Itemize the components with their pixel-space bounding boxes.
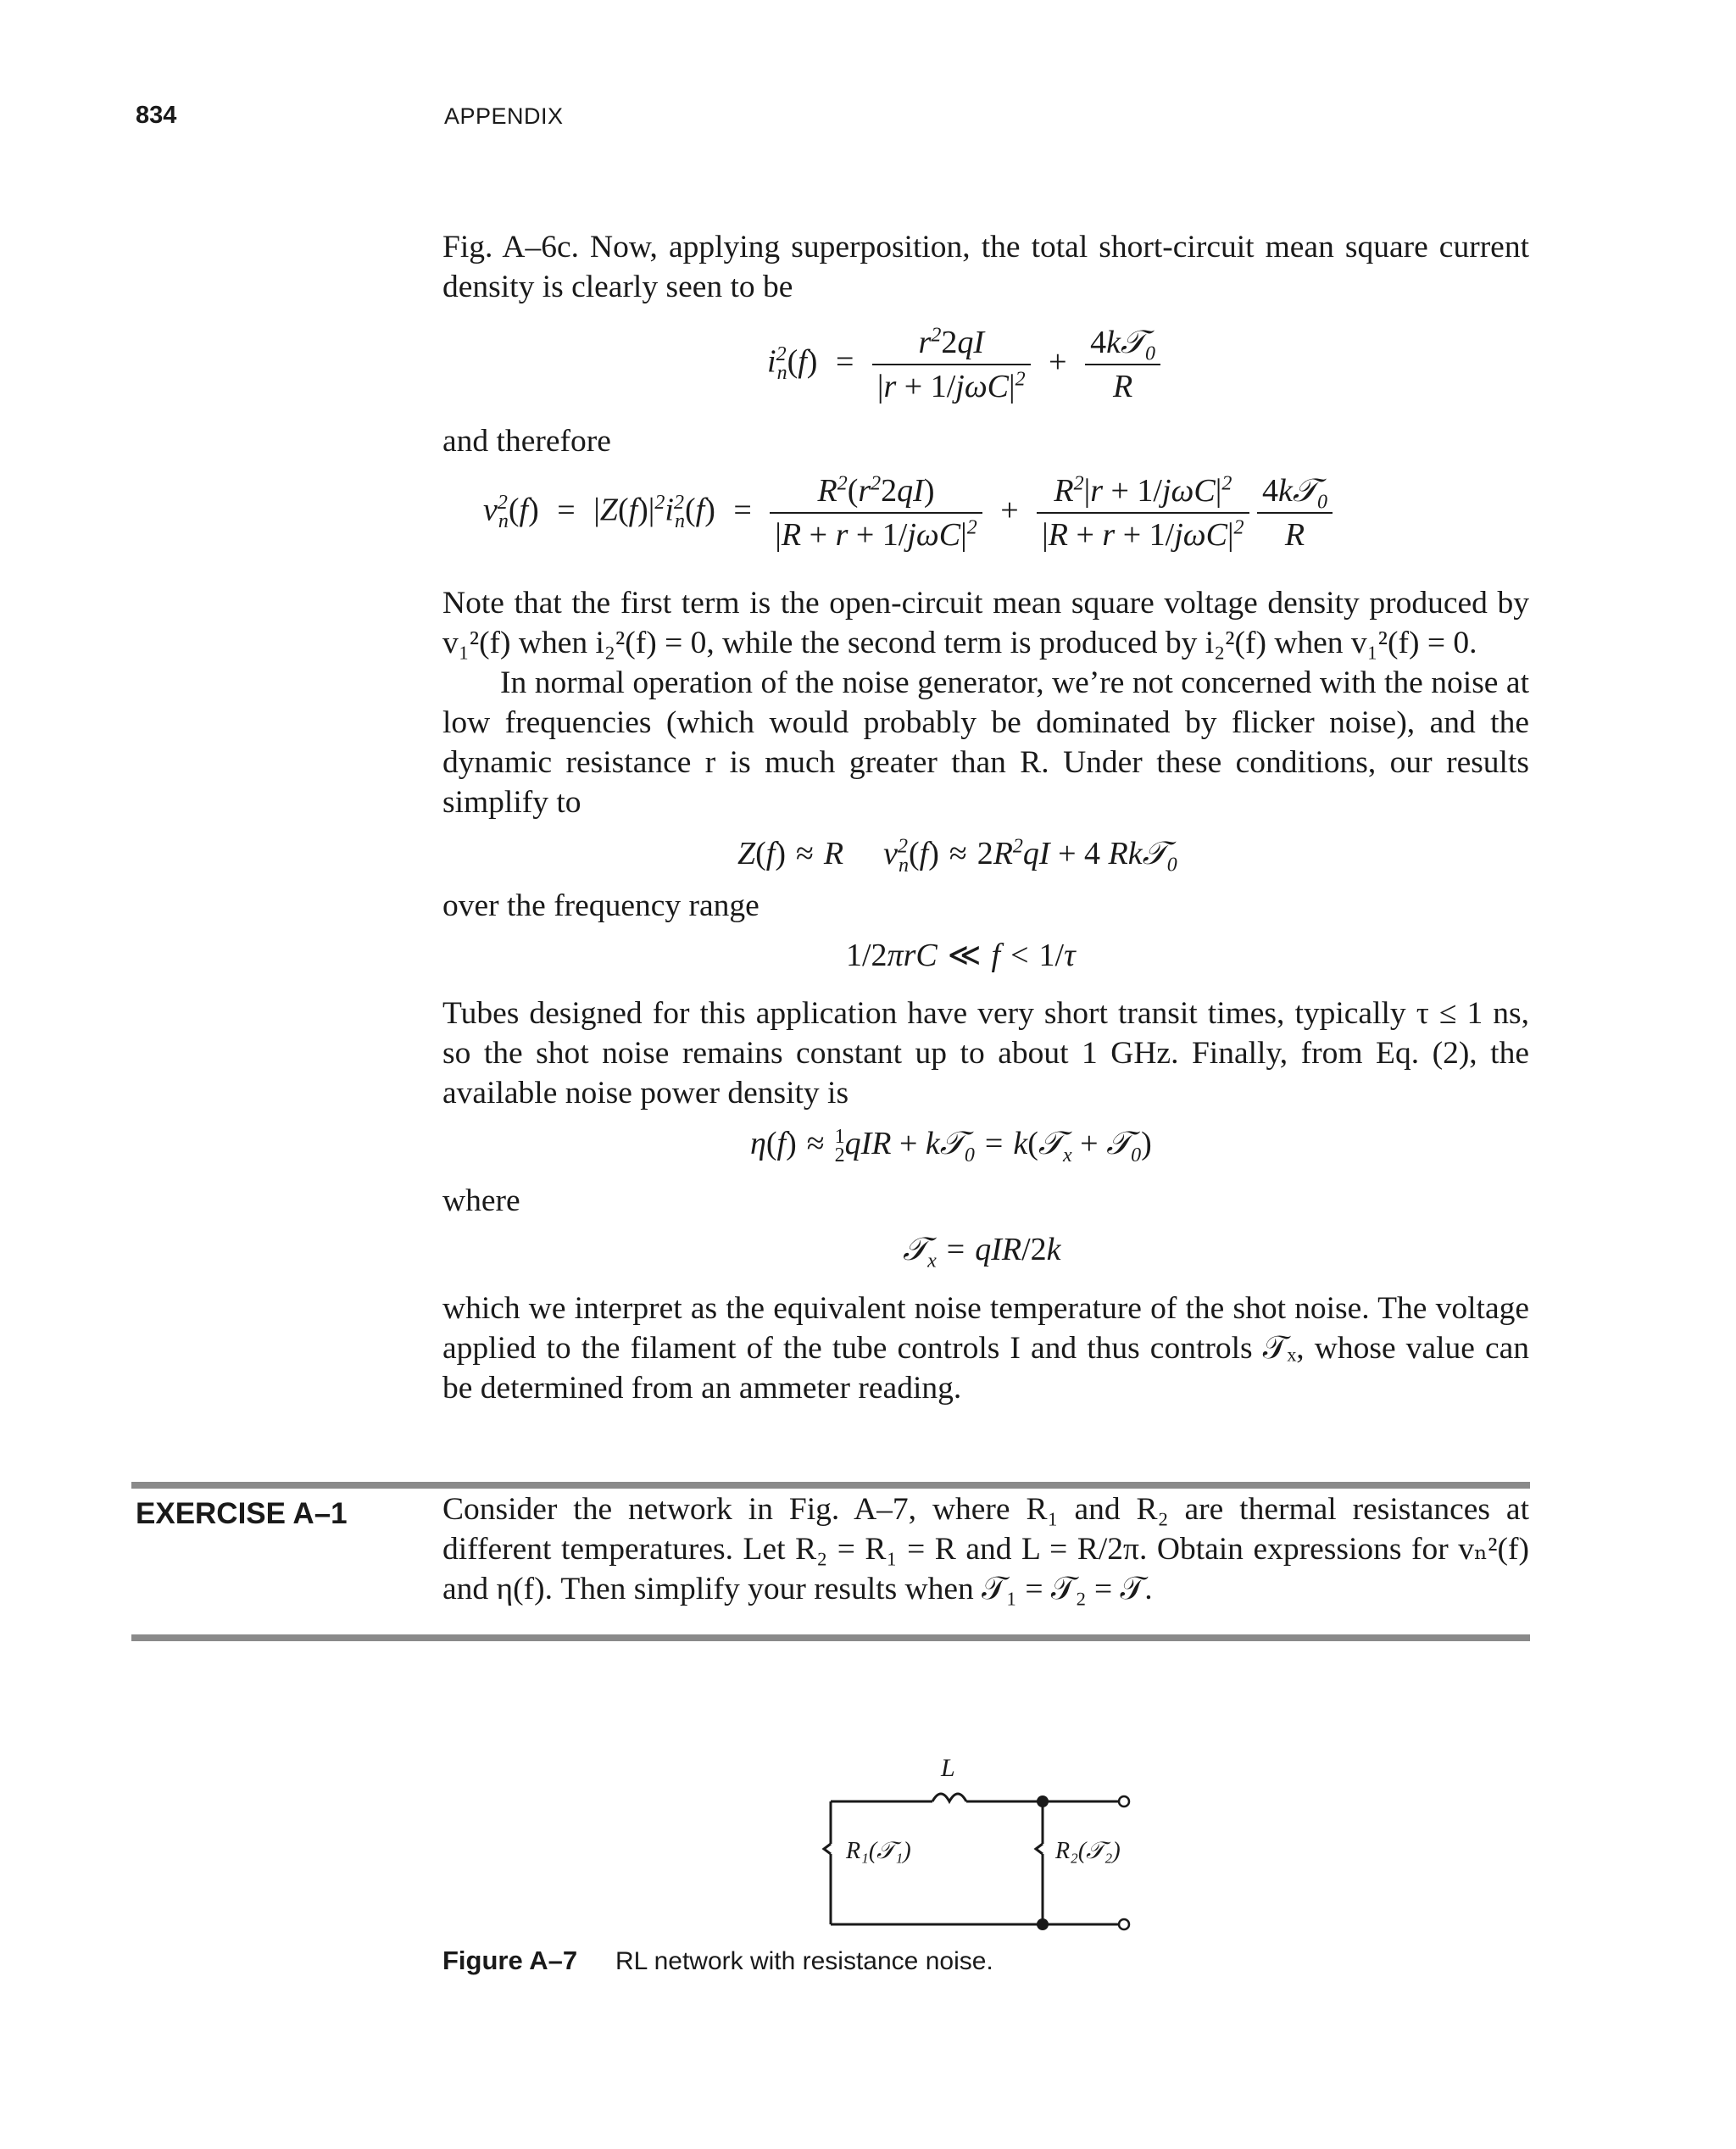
paragraph-note: Note that the first term is the open-circuit mean square voltage density produced by v₁²(f) when i₂²(f) = 0, while the second term is produced by i₂²(f) when v₁²(f) = 0. [442, 586, 1529, 660]
exercise-rule-top [131, 1482, 1530, 1489]
paragraph-interpretation: which we interpret as the equivalent noise temperature of the shot noise. The voltage applied to the filament of the tube controls I and thus controls 𝒯ₓ, whose value can be determined from an ammeter reading. [442, 1291, 1529, 1406]
resistor-r1-label: R₁(𝒯₁) [846, 1838, 911, 1864]
exercise-text: Consider the network in Fig. A–7, where R₁ and R₂ are thermal resistances at different temperatures. Let R₂ = R₁ = R and L = R/2π. Obtain expressions for vₙ²(f) and η(f). Then simplify your results when 𝒯₁ = 𝒯₂ = 𝒯. [442, 1492, 1529, 1606]
paragraph-intro: Fig. A–6c. Now, applying superposition, the total short-circuit mean square current density is clearly seen to be [442, 230, 1529, 304]
inductor-symbol [932, 1794, 966, 1801]
paragraph-tubes: Tubes designed for this application have very short transit times, typically τ ≤ 1 ns, so the shot noise remains constant up to about 1 GHz. Finally, from Eq. (2), the available noise power density is [442, 996, 1529, 1111]
resistor-r2-symbol [1036, 1844, 1043, 1854]
equation-approximation: Z(f) ≈ R $v^2_n(f) \approx 2R^2qI + 4$ Rk𝒯$_0$ [737, 835, 1177, 877]
running-head: APPENDIX [444, 103, 564, 129]
paragraph-normal-operation: In normal operation of the noise generator, we’re not concerned with the noise at low frequencies (which would probably be dominated by flicker noise), and the dynamic resistance r is much greater than R. Under these conditions, our results simplify to [442, 665, 1529, 820]
resistor-r2-label: R₂(𝒯₂) [1055, 1838, 1121, 1864]
paragraph-and-therefore: and therefore [442, 424, 611, 459]
paragraph-frequency-range: over the frequency range [442, 888, 760, 923]
equation-voltage-density: $v^2_n(f) = |Z(f)|^2i^2_n(f)$ = $\frac{R^2(r^22qI)}{|R + r + 1/j\omega C|^2}$ + $\frac{R^2|r + 1/j\omega C|^2}{|R + r + 1/j\omega C|^2}$ $\frac{4k𝒯_0}{R}$ [483, 475, 1333, 551]
figure-rl-network [797, 1742, 1170, 1946]
junction-bottom [1037, 1918, 1049, 1930]
figure-label: Figure A–7 [442, 1946, 578, 1975]
exercise-label: EXERCISE A–1 [136, 1497, 348, 1530]
figure-caption: RL network with resistance noise. [615, 1947, 993, 1975]
terminal-top [1119, 1796, 1129, 1807]
exercise-rule-bottom [131, 1634, 1530, 1641]
junction-top [1037, 1795, 1049, 1807]
equation-current-density: $i^2_n(f)$ = $\frac{r^22qI}{|r + 1/j\omega C|^2}$ + $\frac{4k𝒯_0}{R}$ [767, 326, 1160, 403]
terminal-bottom [1119, 1919, 1129, 1929]
equation-frequency-range: 1/2πrC ≪ f < 1/τ [846, 938, 1076, 973]
equation-noise-temperature: 𝒯$_x$ = qIR/2k [903, 1232, 1061, 1272]
resistor-r1-symbol [824, 1844, 831, 1854]
page-number: 834 [136, 102, 177, 129]
equation-noise-power-density: η(f) ≈ 1 2qIR + k𝒯$_0$ = k(𝒯$_x$ + 𝒯$_0$) [750, 1126, 1152, 1166]
inductor-label: L [941, 1754, 955, 1782]
paragraph-where: where [442, 1183, 520, 1218]
